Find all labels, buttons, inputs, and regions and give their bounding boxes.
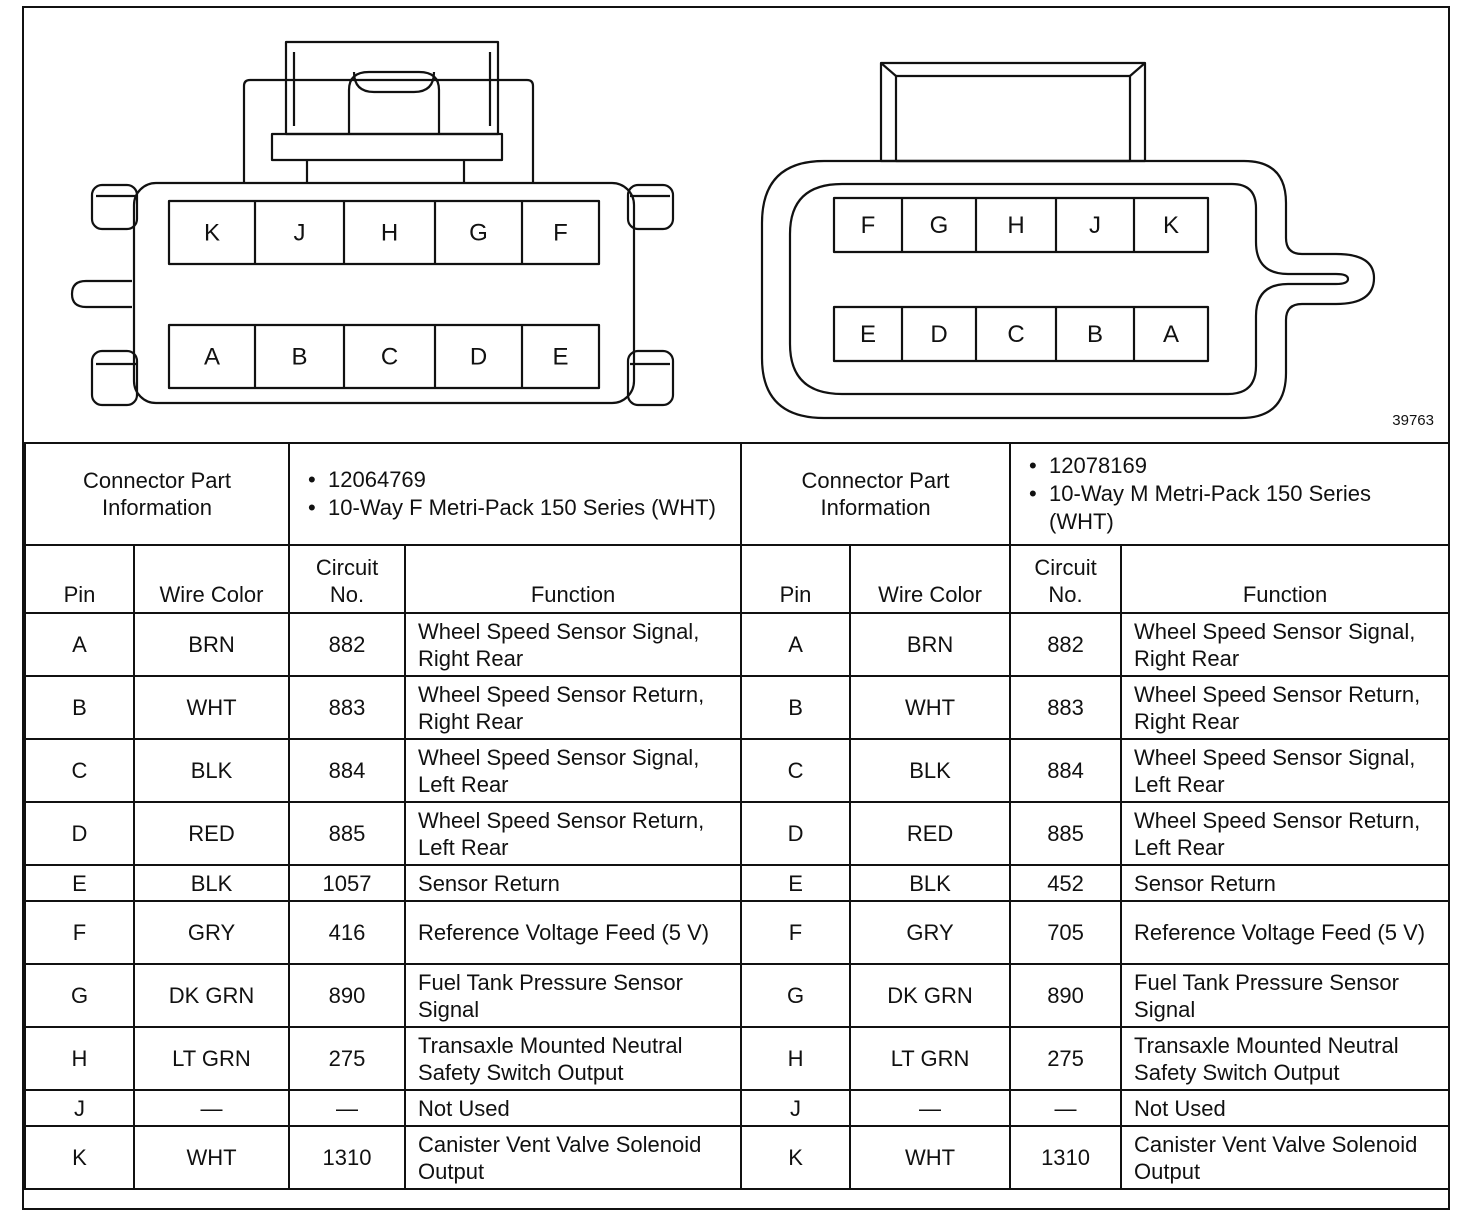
pin-label: G xyxy=(469,219,488,247)
function-cell: Wheel Speed Sensor Signal, Right Rear xyxy=(405,613,741,676)
wire-color-cell: BLK xyxy=(850,865,1010,901)
circuit-cell: 275 xyxy=(1010,1027,1121,1090)
circuit-cell: — xyxy=(1010,1090,1121,1126)
circuit-header: Circuit No. xyxy=(289,545,405,613)
circuit-cell: 705 xyxy=(1010,901,1121,964)
part-info-left xyxy=(289,443,741,545)
function-header: Function xyxy=(405,545,741,613)
pin-label: E xyxy=(859,321,877,348)
wire-color-cell: BRN xyxy=(850,613,1010,676)
pin-cell: J xyxy=(741,1090,850,1126)
table-row xyxy=(25,1090,1449,1126)
circuit-cell: 890 xyxy=(289,964,405,1027)
pin-label: F xyxy=(860,212,876,239)
pin-cell: A xyxy=(25,613,134,676)
pin-label: D xyxy=(469,343,488,371)
function-cell: Not Used xyxy=(405,1090,741,1126)
part-info-right xyxy=(1010,443,1449,545)
pin-cell: E xyxy=(741,865,850,901)
part-info-row xyxy=(25,443,1449,545)
wire-color-cell: BLK xyxy=(134,739,289,802)
wire-color-cell: DK GRN xyxy=(850,964,1010,1027)
function-cell: Canister Vent Valve Solenoid Output xyxy=(1121,1126,1449,1189)
function-cell: Reference Voltage Feed (5 V) xyxy=(405,901,741,964)
wire-color-cell: RED xyxy=(850,802,1010,865)
function-cell: Wheel Speed Sensor Return, Left Rear xyxy=(405,802,741,865)
wire-color-cell: — xyxy=(134,1090,289,1126)
wire-color-header: Wire Color xyxy=(134,545,289,613)
circuit-cell: 1310 xyxy=(1010,1126,1121,1189)
part-description-left: • 10-Way F Metri-Pack 150 Series (WHT) xyxy=(302,494,728,522)
function-cell: Wheel Speed Sensor Signal, Left Rear xyxy=(405,739,741,802)
pin-cell: G xyxy=(741,964,850,1027)
table-row xyxy=(25,964,1449,1027)
function-cell: Wheel Speed Sensor Signal, Left Rear xyxy=(1121,739,1449,802)
connector-diagrams xyxy=(24,8,1448,442)
circuit-cell: 882 xyxy=(1010,613,1121,676)
pin-label: H xyxy=(1007,212,1025,239)
table-row xyxy=(25,1126,1449,1189)
circuit-header: Circuit No. xyxy=(1010,545,1121,613)
wire-color-cell: GRY xyxy=(134,901,289,964)
pin-cell: C xyxy=(741,739,850,802)
function-cell: Sensor Return xyxy=(1121,865,1449,901)
circuit-cell: 275 xyxy=(289,1027,405,1090)
pin-label: B xyxy=(1086,321,1104,348)
pin-label: K xyxy=(203,219,221,247)
table-row xyxy=(25,1027,1449,1090)
function-cell: Wheel Speed Sensor Return, Left Rear xyxy=(1121,802,1449,865)
pin-cell: H xyxy=(25,1027,134,1090)
function-cell: Fuel Tank Pressure Sensor Signal xyxy=(1121,964,1449,1027)
table-row xyxy=(25,676,1449,739)
right-connector-face xyxy=(762,63,1374,418)
figure-number: 39763 xyxy=(1392,412,1434,429)
pinout-figure xyxy=(22,6,1450,1210)
wire-color-cell: BLK xyxy=(850,739,1010,802)
wire-color-cell: LT GRN xyxy=(134,1027,289,1090)
function-cell: Fuel Tank Pressure Sensor Signal xyxy=(405,964,741,1027)
table-row xyxy=(25,802,1449,865)
pin-cell: D xyxy=(25,802,134,865)
wire-color-cell: BLK xyxy=(134,865,289,901)
table-row xyxy=(25,901,1449,964)
circuit-cell: — xyxy=(289,1090,405,1126)
circuit-cell: 883 xyxy=(1010,676,1121,739)
pin-cell: B xyxy=(741,676,850,739)
function-cell: Transaxle Mounted Neutral Safety Switch Output xyxy=(1121,1027,1449,1090)
part-number-right: • 12078169 xyxy=(1023,452,1436,480)
pin-cell: B xyxy=(25,676,134,739)
wire-color-cell: DK GRN xyxy=(134,964,289,1027)
table-row xyxy=(25,865,1449,901)
circuit-cell: 884 xyxy=(289,739,405,802)
function-cell: Transaxle Mounted Neutral Safety Switch Output xyxy=(405,1027,741,1090)
pin-label: E xyxy=(552,343,569,371)
circuit-cell: 890 xyxy=(1010,964,1121,1027)
pin-label: C xyxy=(380,343,399,371)
pin-cell: G xyxy=(25,964,134,1027)
circuit-cell: 416 xyxy=(289,901,405,964)
pin-cell: J xyxy=(25,1090,134,1126)
part-description-right: • 10-Way M Metri-Pack 150 Series (WHT) xyxy=(1023,480,1436,536)
function-cell: Wheel Speed Sensor Return, Right Rear xyxy=(405,676,741,739)
wire-color-cell: WHT xyxy=(850,1126,1010,1189)
left-connector-face xyxy=(72,42,673,405)
pin-label: G xyxy=(929,212,949,239)
pin-cell: H xyxy=(741,1027,850,1090)
wire-color-cell: — xyxy=(850,1090,1010,1126)
pinout-table xyxy=(24,442,1450,1190)
function-cell: Reference Voltage Feed (5 V) xyxy=(1121,901,1449,964)
pin-header: Pin xyxy=(25,545,134,613)
wire-color-cell: WHT xyxy=(850,676,1010,739)
wire-color-cell: LT GRN xyxy=(850,1027,1010,1090)
function-cell: Wheel Speed Sensor Signal, Right Rear xyxy=(1121,613,1449,676)
wire-color-header: Wire Color xyxy=(850,545,1010,613)
wire-color-cell: RED xyxy=(134,802,289,865)
part-number-left: • 12064769 xyxy=(302,466,728,494)
pin-label: B xyxy=(291,343,308,371)
pin-label: K xyxy=(1162,212,1180,239)
function-cell: Not Used xyxy=(1121,1090,1449,1126)
pin-cell: F xyxy=(741,901,850,964)
pin-label: J xyxy=(1089,212,1101,239)
pin-label: A xyxy=(203,343,221,371)
circuit-cell: 1310 xyxy=(289,1126,405,1189)
circuit-cell: 452 xyxy=(1010,865,1121,901)
part-info-label-left: Connector Part Information xyxy=(25,443,289,545)
pin-cell: E xyxy=(25,865,134,901)
wire-color-cell: GRY xyxy=(850,901,1010,964)
pin-cell: C xyxy=(25,739,134,802)
pin-cell: K xyxy=(741,1126,850,1189)
pin-label: A xyxy=(1162,321,1180,348)
part-info-label-right: Connector Part Information xyxy=(741,443,1010,545)
pin-cell: F xyxy=(25,901,134,964)
pin-label: J xyxy=(293,219,306,247)
function-cell: Sensor Return xyxy=(405,865,741,901)
circuit-cell: 883 xyxy=(289,676,405,739)
wire-color-cell: WHT xyxy=(134,1126,289,1189)
circuit-cell: 1057 xyxy=(289,865,405,901)
pin-label: H xyxy=(380,219,399,247)
function-header: Function xyxy=(1121,545,1449,613)
header-row xyxy=(25,545,1449,613)
circuit-cell: 885 xyxy=(289,802,405,865)
pin-header: Pin xyxy=(741,545,850,613)
connector-drawings xyxy=(24,8,1448,442)
table-row xyxy=(25,739,1449,802)
pin-cell: A xyxy=(741,613,850,676)
wire-color-cell: BRN xyxy=(134,613,289,676)
pin-label: F xyxy=(553,219,568,247)
pin-label: D xyxy=(930,321,948,348)
pin-cell: D xyxy=(741,802,850,865)
wire-color-cell: WHT xyxy=(134,676,289,739)
pin-label: C xyxy=(1007,321,1025,348)
table-row xyxy=(25,613,1449,676)
function-cell: Canister Vent Valve Solenoid Output xyxy=(405,1126,741,1189)
circuit-cell: 884 xyxy=(1010,739,1121,802)
pin-cell: K xyxy=(25,1126,134,1189)
circuit-cell: 882 xyxy=(289,613,405,676)
function-cell: Wheel Speed Sensor Return, Right Rear xyxy=(1121,676,1449,739)
circuit-cell: 885 xyxy=(1010,802,1121,865)
